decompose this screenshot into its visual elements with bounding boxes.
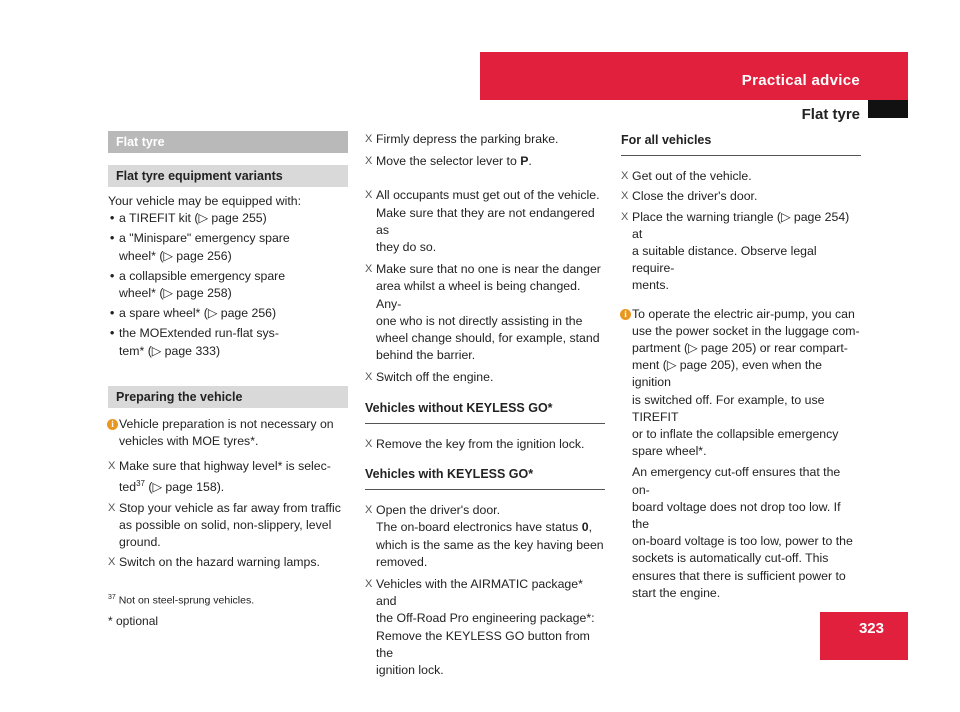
heading-with-keyless: Vehicles with KEYLESS GO*: [365, 466, 605, 490]
step-arrow-icon: X: [108, 460, 116, 473]
info-icon: i: [107, 419, 118, 430]
list-item: • the MOExtended run-flat sys- tem* (▷ page 333): [110, 326, 279, 358]
step-arrow-icon: X: [365, 578, 373, 591]
info-icon: i: [620, 309, 631, 320]
air-pump-note: i To operate the electric air-pump, you can use the power socket in the luggage com- partment (▷ page 205) or rear compart- ment (▷ page 205), even when the ignition is switched off. For example, to use TIREFIT or to inflate the collapsible emergency spare wheel*.: [621, 306, 861, 461]
step-item: X All occupants must get out of the vehicle. Make sure that they are not endangered as they do so.: [365, 188, 600, 255]
list-item: • a "Minispare" emergency spare wheel* (▷ page 256): [110, 231, 290, 263]
column-2: [365, 131, 605, 682]
list-item: • a collapsible emergency spare wheel* (▷ page 258): [110, 268, 286, 301]
step-item: X Close the driver's door.: [621, 188, 861, 205]
step-arrow-icon: X: [621, 190, 629, 203]
bar-title: Flat tyre: [108, 131, 348, 153]
section-marker: [868, 100, 908, 118]
step-item: X Stop your vehicle as far away from traffic as possible on solid, non-slippery, level ground.: [108, 500, 341, 550]
step-item: X Firmly depress the parking brake.: [365, 131, 605, 148]
step-item: X Switch on the hazard warning lamps.: [108, 554, 348, 571]
step-item: X Place the warning triangle (▷ page 254) at a suitable distance. Observe legal require- ments.: [621, 209, 850, 293]
page-number: 323: [858, 620, 884, 637]
bullet-icon: •: [110, 306, 115, 321]
step-item: X Open the driver's door. The on-board electronics have status 0, which is the same as the key having been removed.: [365, 503, 604, 569]
column-1: [108, 131, 348, 575]
chapter-title: Practical advice: [741, 72, 860, 89]
step-item: X Move the selector lever to P.: [365, 153, 605, 170]
prep-note: i Vehicle preparation is not necessary on vehicles with MOE tyres*.: [108, 416, 348, 450]
step-arrow-icon: X: [108, 556, 116, 569]
step-arrow-icon: X: [621, 210, 629, 223]
section-title: Flat tyre: [801, 106, 860, 123]
step-arrow-icon: X: [365, 504, 373, 517]
step-arrow-icon: X: [365, 133, 373, 145]
heading-all-vehicles: For all vehicles: [621, 132, 861, 156]
cut-off-note: An emergency cut-off ensures that the on- board voltage does not drop too low. If the on-board voltage is too low, power to the sockets is automatically cut-off. This ensures that there is sufficient power to start the engine.: [632, 465, 853, 600]
step-arrow-icon: X: [365, 155, 373, 168]
step-item: X Switch off the engine.: [365, 369, 605, 386]
equipment-intro: Your vehicle may be equipped with:: [108, 194, 302, 208]
step-arrow-icon: X: [365, 437, 373, 450]
footnote: $^{37}$ Not on steel-sprung vehicles.: [108, 594, 255, 607]
bullet-icon: •: [110, 231, 115, 246]
subheading-prep: Preparing the vehicle: [108, 386, 348, 408]
step-arrow-icon: X: [621, 170, 629, 183]
column-3: [621, 131, 861, 602]
equipment-list: [108, 210, 348, 360]
step-item: X Vehicles with the AIRMATIC package* and the Off-Road Pro engineering package*: Remove the KEYLESS GO button from the ignition lock.: [365, 577, 595, 678]
bullet-icon: •: [110, 211, 115, 226]
heading-without-keyless: Vehicles without KEYLESS GO*: [365, 400, 605, 424]
step-item: X Make sure that highway level* is selec- ted$^{37}$ (▷ page 158).: [108, 459, 331, 495]
step-item: X Remove the key from the ignition lock.: [365, 436, 605, 453]
list-item: • a spare wheel* (▷ page 256): [108, 305, 348, 322]
step-arrow-icon: X: [108, 501, 116, 514]
bullet-icon: •: [110, 326, 115, 341]
bullet-icon: •: [110, 268, 115, 283]
step-arrow-icon: X: [365, 263, 373, 276]
step-item: X Get out of the vehicle.: [621, 168, 861, 185]
list-item: • a TIREFIT kit (▷ page 255): [108, 210, 348, 227]
footer-optional: * optional: [108, 614, 159, 628]
step-arrow-icon: X: [365, 189, 373, 202]
step-arrow-icon: X: [365, 371, 373, 384]
subheading-equipment: Flat tyre equipment variants: [108, 165, 348, 187]
step-item: X Make sure that no one is near the danger area whilst a wheel is being changed. Any- one who is not directly assisting in the wheel change should, for example, stand behind the barrier.: [365, 262, 601, 363]
